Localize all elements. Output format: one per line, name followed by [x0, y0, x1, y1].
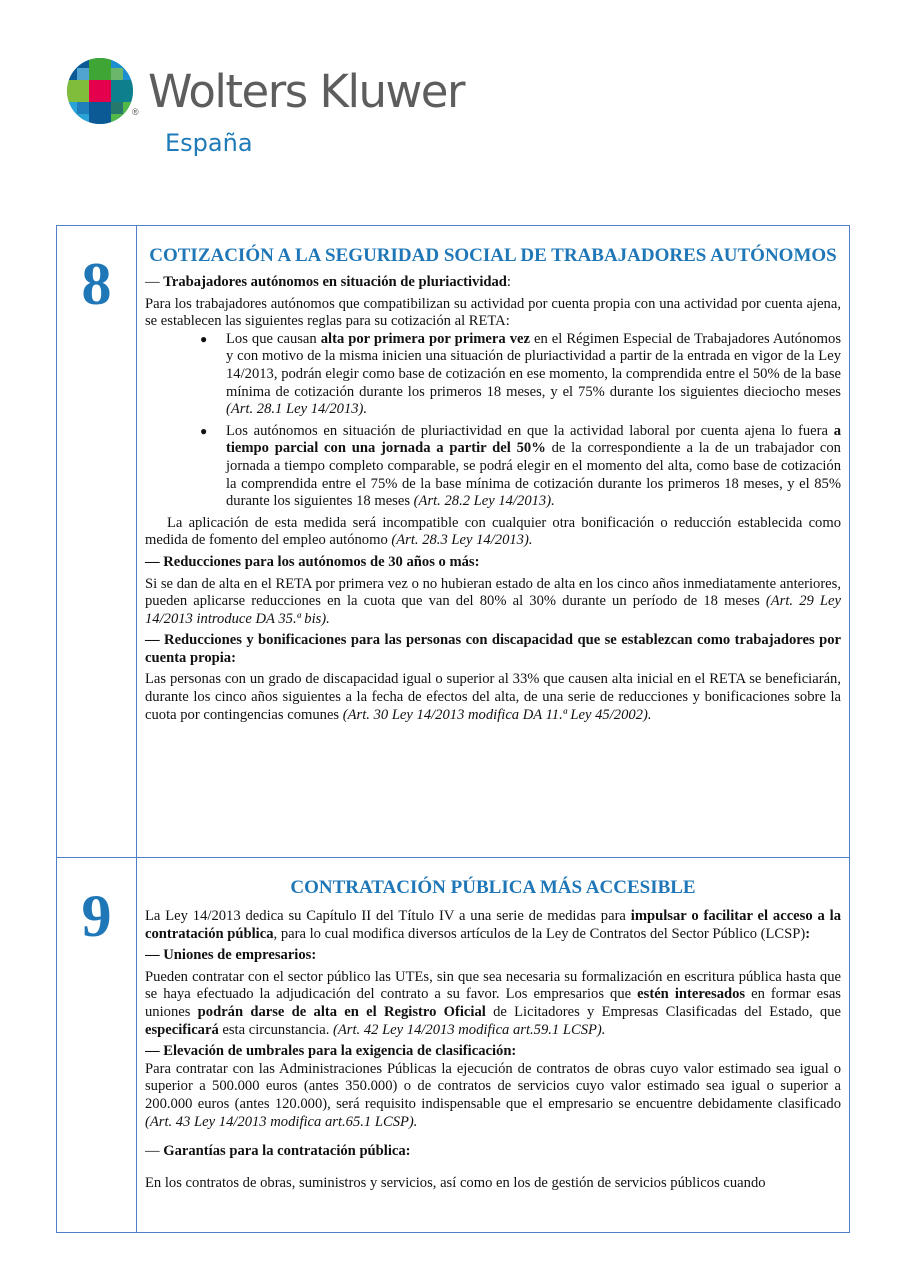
bullet-icon: ●	[200, 331, 208, 346]
section-title: CONTRATACIÓN PÚBLICA MÁS ACCESIBLE	[290, 877, 696, 898]
list-item: ● Los que causan alta por primera por primera vez en el Régimen Especial de Trabajadores Autónomos y con motivo de la misma inicien una situación de pluriactividad a partir de la entrada en vigor de la Ley 14/2013, podrán elegir como base de cotización en ese momento, la comprendida entre el 50% de la base mínima de cotización durante los primeros 18 meses, y el 75% durante los siguientes dieciocho meses (Art. 28.1 Ley 14/2013).	[200, 330, 841, 418]
legal-reference: (Art. 29 Ley 14/2013 introduce DA 35.ª bis).	[145, 593, 841, 627]
wolters-kluwer-logo-mark	[66, 57, 134, 125]
paragraph-discapacidad: Las personas con un grado de discapacidad igual o superior al 33% que causen alta inicial en el RETA se beneficiarán, durante los cinco años siguientes a la fecha de efectos del alta, de una serie de reducciones y bonificaciones sobre la cuota por contingencias comunes (Art. 30 Ley 14/2013 modifica DA 11.ª Ley 45/2002).	[145, 671, 841, 723]
paragraph-reducciones: Si se dan de alta en el RETA por primera vez o no hubieran estado de alta en los cinco años inmediatamente anteriores, pueden aplicarse reducciones en la cuota que van del 80% al 30% durante un período de 18 meses (Art. 29 Ley 14/2013 introduce DA 35.ª bis).	[145, 575, 841, 627]
logo-wordmark: Wolters Kluwer	[148, 65, 464, 118]
section-title: COTIZACIÓN A LA SEGURIDAD SOCIAL DE TRABAJADORES AUTÓNOMOS	[149, 245, 837, 266]
content-table	[56, 225, 850, 1233]
list-item: ● Los autónomos en situación de pluriactividad en que la actividad laboral por cuenta ajena lo fuera a tiempo parcial con una jornada a partir del 50% de la correspondiente a la de un trabajador con jornada a tiempo completo comparable, se podrá elegir en el momento del alta, como base de cotización la comprendida entre el 75% de la base mínima de cotización durante los primeros 18 meses, y el 85% durante los siguientes 18 meses (Art. 28.2 Ley 14/2013).	[200, 422, 841, 510]
section-number-cell	[57, 858, 137, 1232]
paragraph-intro: La Ley 14/2013 dedica su Capítulo II del Título IV a una serie de medidas para impulsar o facilitar el acceso a la contratación pública, para lo cual modifica diversos artículos de la Ley de Contratos del Sector Público (LCSP):	[145, 908, 841, 942]
legal-reference: (Art. 30 Ley 14/2013 modifica DA 11.ª Ley 45/2002).	[342, 706, 652, 723]
section-number: 9	[81, 883, 112, 949]
registered-mark: ®	[132, 107, 139, 117]
paragraph-garantias: En los contratos de obras, suministros y servicios, así como en los de gestión de servicios públicos cuando	[145, 1174, 766, 1191]
section-content	[145, 858, 841, 1232]
subheading-reducciones: — Reducciones para los autónomos de 30 años o más:	[145, 553, 480, 570]
legal-reference: (Art. 28.3 Ley 14/2013).	[391, 532, 533, 549]
subheading-uniones: — Uniones de empresarios:	[145, 947, 317, 964]
section-row-9	[57, 858, 849, 1232]
section-number-cell	[57, 226, 137, 857]
paragraph-incompatibility: La aplicación de esta medida será incompatible con cualquier otra bonificación o reducción establecida como medida de fomento del empleo autónomo (Art. 28.3 Ley 14/2013).	[145, 514, 841, 549]
section-number: 8	[81, 251, 112, 317]
subheading-pluriactividad: — Trabajadores autónomos en situación de pluriactividad:	[145, 274, 511, 290]
legal-reference: (Art. 43 Ley 14/2013 modifica art.65.1 LCSP).	[145, 1113, 418, 1130]
logo-country: España	[165, 129, 253, 157]
subheading-discapacidad: — Reducciones y bonificaciones para las personas con discapacidad que se establezcan como trabajadores por cuenta propia:	[145, 632, 841, 666]
legal-reference: (Art. 28.2 Ley 14/2013).	[413, 493, 555, 510]
company-logo	[66, 57, 516, 167]
legal-reference: (Art. 42 Ley 14/2013 modifica art.59.1 LCSP).	[333, 1021, 606, 1038]
bullet-list	[200, 331, 841, 511]
legal-reference: (Art. 28.1 Ley 14/2013).	[226, 401, 368, 418]
subheading-umbrales: — Elevación de umbrales para la exigencia de clasificación:	[145, 1043, 517, 1060]
paragraph-uniones: Pueden contratar con el sector público las UTEs, sin que sea necesaria su formalización en escritura pública hasta que se haya efectuado la adjudicación del contrato a su favor. Los empresarios que estén interesados en formar esas uniones podrán darse de alta en el Registro Oficial de Licitadores y Empresas Clasificadas del Estado, que especificará esta circunstancia. (Art. 42 Ley 14/2013 modifica art.59.1 LCSP).	[145, 968, 841, 1038]
subheading-garantias: — Garantías para la contratación pública:	[145, 1143, 411, 1160]
section-row-8	[57, 226, 849, 858]
paragraph-umbrales: Para contratar con las Administraciones Públicas la ejecución de contratos de obras cuyo valor estimado sea igual o superior a 500.000 euros (antes 350.000) o de contratos de servicios cuyo valor estimado sea igual o superior a 200.000 euros (antes 120.000), será requisito indispensable que el empresario se encuentre debidamente clasificado (Art. 43 Ley 14/2013 modifica art.65.1 LCSP).	[145, 1060, 841, 1130]
paragraph-intro: Para los trabajadores autónomos que compatibilizan su actividad por cuenta propia con una actividad por cuenta ajena, se establecen las siguientes reglas para su cotización al RETA:	[145, 295, 841, 330]
bullet-icon: ●	[200, 423, 208, 438]
section-content	[145, 226, 841, 724]
